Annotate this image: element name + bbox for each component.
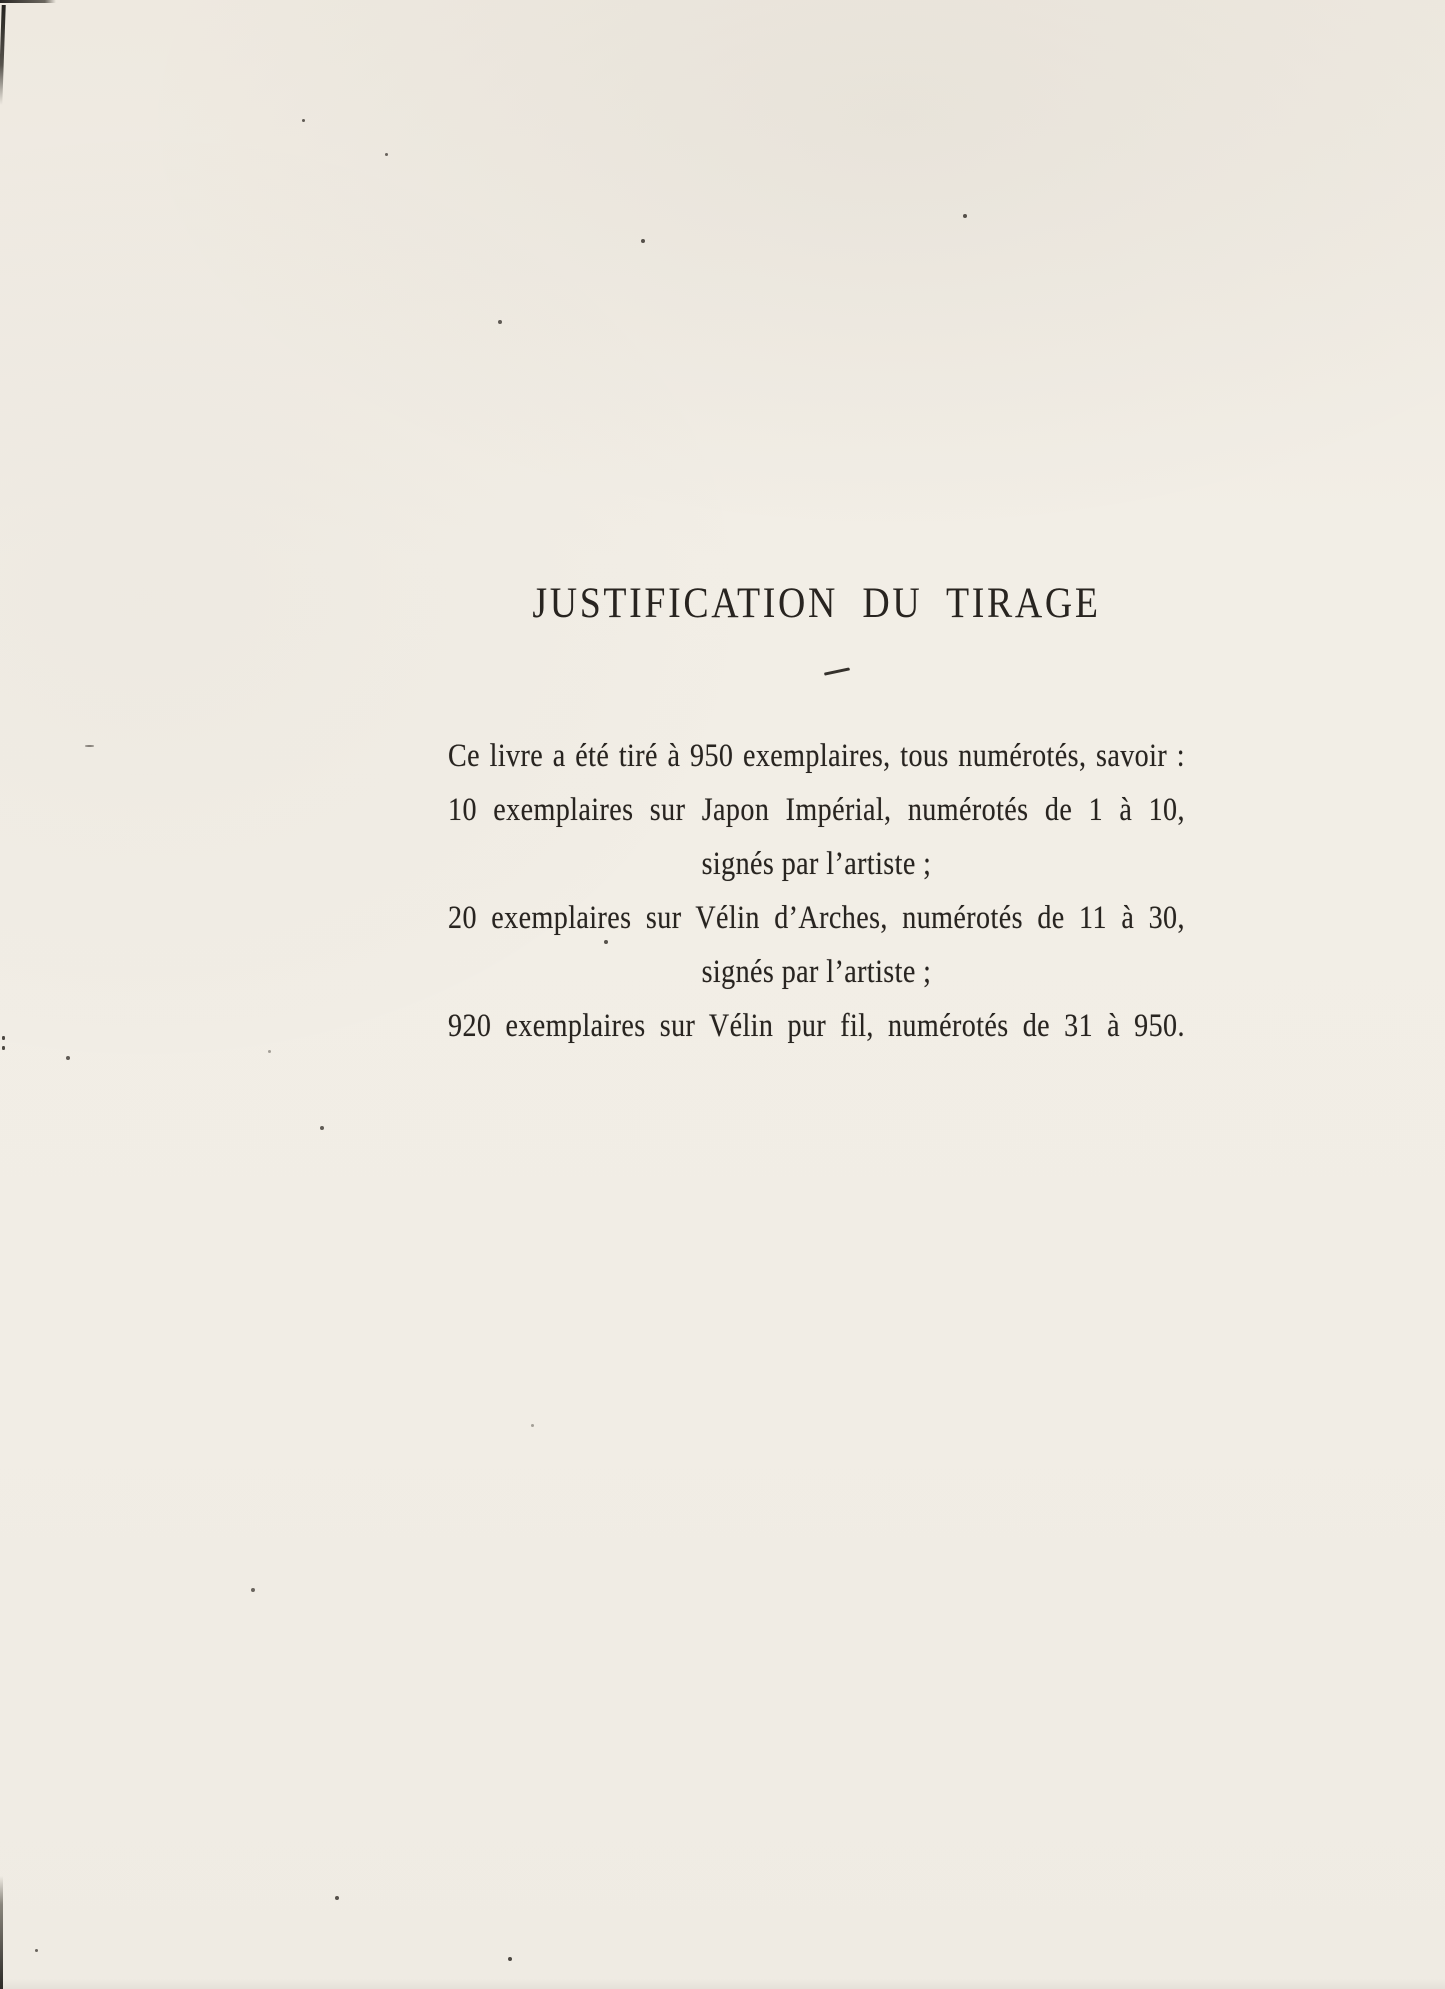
dust-speck [531,1424,534,1427]
colophon-line: Ce livre a été tiré à 950 exemplaires, tous numérotés, savoir : [448,738,1185,774]
colophon-line: 20 exemplaires sur Vélin d’Arches, numérotés de 11 à 30, [448,900,1185,936]
ornament-dash [824,667,850,675]
dust-speck [268,1050,271,1053]
dust-speck [385,153,388,156]
colophon-line: signés par l’artiste ; [701,954,932,990]
dust-speck [85,745,94,747]
scan-edge-artifact [0,1876,3,1989]
colophon-text [448,729,1185,1053]
dust-speck [66,1056,70,1060]
dust-speck [2,1046,5,1050]
dust-speck [498,320,502,324]
dust-speck [320,1126,324,1130]
colophon-line: 10 exemplaires sur Japon Impérial, numérotés de 1 à 10, [448,792,1185,828]
dust-speck [35,1949,38,1952]
scan-edge-artifact [0,5,6,105]
dust-speck [302,119,305,122]
dust-speck [508,1957,512,1961]
scan-shadow [0,1979,1445,1989]
dust-speck [604,940,608,944]
dust-speck [335,1896,339,1900]
colophon-line: 920 exemplaires sur Vélin pur fil, numérotés de 31 à 950. [448,1008,1185,1044]
dust-speck [963,214,967,218]
page-title: JUSTIFICATION DU TIRAGE [532,580,1101,627]
dust-speck [251,1588,255,1592]
scan-edge-artifact [0,0,56,3]
dust-speck [2,1036,5,1040]
dust-speck [641,239,645,243]
colophon-line: signés par l’artiste ; [701,846,932,882]
